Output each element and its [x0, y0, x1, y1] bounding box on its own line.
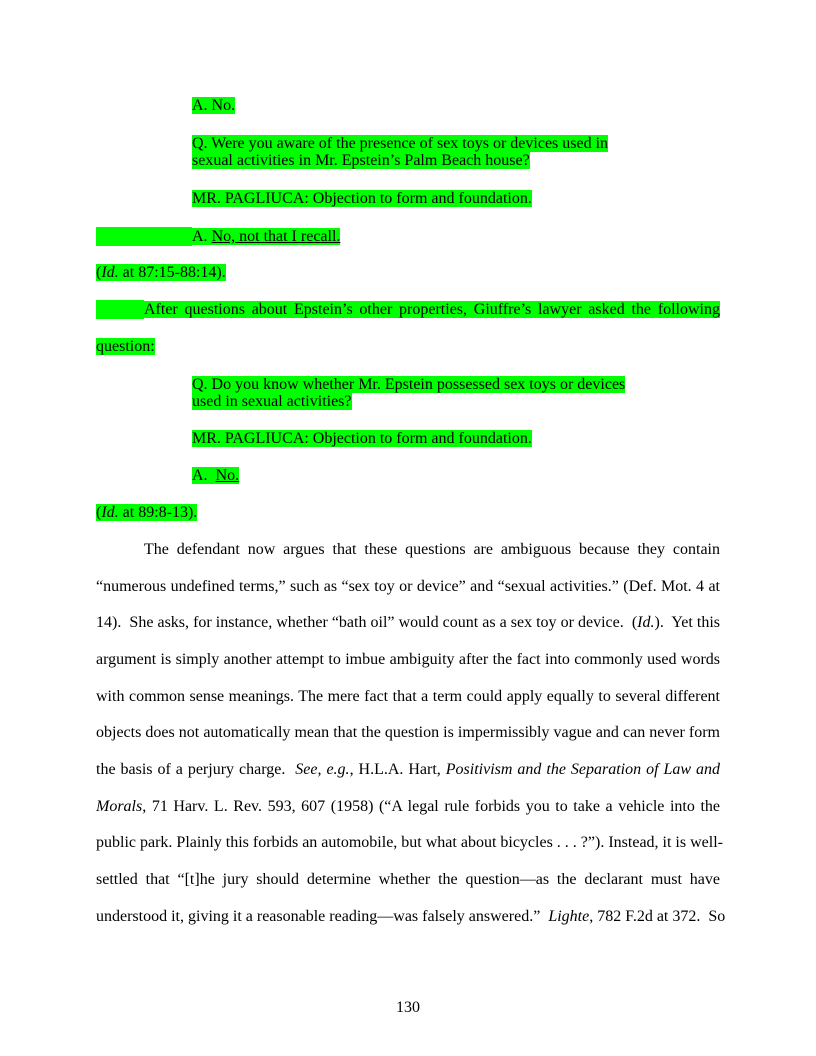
body-line-3: 14). She asks, for instance, whether “bath oil” would count as a sex toy or device. (Id.). Yet this	[96, 614, 720, 631]
question-1-line-2: sexual activities in Mr. Epstein’s Palm Beach house?	[192, 152, 530, 169]
body-line-2: “numerous undefined terms,” such as “sex toy or device” and “sexual activities.” (Def. Mot. 4 at	[96, 578, 720, 595]
body-line-4: argument is simply another attempt to imbue ambiguity after the fact into commonly used words	[96, 651, 720, 668]
answer-line-3: A. No.	[192, 467, 240, 484]
highlight-indent	[96, 227, 192, 246]
body-line-1: The defendant now argues that these questions are ambiguous because they contain	[144, 541, 720, 558]
objection-1: MR. PAGLIUCA: Objection to form and foundation.	[192, 190, 532, 207]
body-line-11: understood it, giving it a reasonable reading—was falsely answered.” Lighte, 782 F.2d at 372. So	[96, 908, 726, 925]
question-2-line-2: used in sexual activities?	[192, 393, 352, 410]
answer-line-1: A. No.	[192, 97, 236, 114]
question-2-line-1: Q. Do you know whether Mr. Epstein possessed sex toys or devices	[192, 376, 626, 393]
body-line-9: public park. Plainly this forbids an automobile, but what about bicycles . . . ?”). Instead, it is well-	[96, 834, 723, 851]
body-line-6: objects does not automatically mean that the question is impermissibly vague and can never form	[96, 724, 720, 741]
objection-2: MR. PAGLIUCA: Objection to form and foundation.	[192, 430, 532, 447]
body-line-8: Morals, 71 Harv. L. Rev. 593, 607 (1958) (“A legal rule forbids you to take a vehicle into the	[96, 798, 720, 815]
answer-line-2: A. No, not that I recall.	[192, 228, 341, 245]
body-line-10: settled that “[t]he jury should determine whether the question—as the declarant must have	[96, 871, 720, 888]
page-number: 130	[396, 999, 420, 1016]
paragraph-1-line-2: question:	[96, 338, 155, 355]
question-1-line-1: Q. Were you aware of the presence of sex toys or devices used in	[192, 135, 609, 152]
body-line-5: with common sense meanings. The mere fact that a term could apply equally to several different	[96, 688, 720, 705]
highlight-indent	[96, 300, 144, 319]
citation-1: (Id. at 87:15-88:14).	[96, 264, 226, 281]
paragraph-1-line-1: After questions about Epstein’s other properties, Giuffre’s lawyer asked the following	[144, 301, 720, 318]
body-line-7: the basis of a perjury charge. See, e.g., H.L.A. Hart, Positivism and the Separation of Law and	[96, 761, 721, 778]
citation-2: (Id. at 89:8-13).	[96, 504, 198, 521]
